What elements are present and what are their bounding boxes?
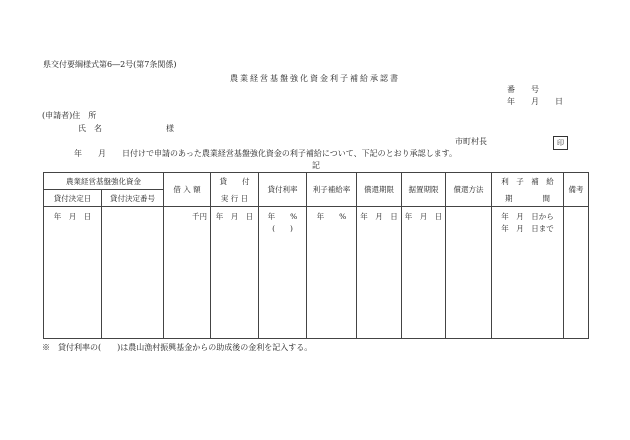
col-decision-date: 貸付決定日 — [44, 190, 102, 207]
group-header: 農業経営基盤強化資金 — [44, 173, 164, 190]
col-loan-exec — [211, 173, 259, 207]
cell-period-from: 年 月 日から — [501, 212, 554, 221]
col-loan-exec-top: 貸 付 — [219, 176, 250, 186]
ki-heading: 記 — [312, 161, 320, 170]
cell-remarks — [564, 207, 589, 339]
cell-subsidy-rate: 年 % — [307, 207, 357, 339]
cell-repay-term: 年 月 日 — [357, 207, 402, 339]
footnote: ※ 貸付利率の( )は農山漁村振興基金からの助成後の金利を記入する。 — [42, 343, 313, 352]
cell-rate-paren: ( ) — [272, 224, 293, 233]
number-label: 番 号 — [507, 85, 539, 94]
cell-subsidy-period — [492, 207, 564, 339]
col-grace-term: 据置期限 — [402, 173, 446, 207]
honorific: 様 — [166, 124, 174, 133]
document-title: 農業経営基盤強化資金利子補給承認書 — [230, 74, 400, 83]
cell-decision-number — [102, 207, 164, 339]
cell-decision-date: 年 月 日 — [44, 207, 102, 339]
applicant-address-label: (申請者)住 所 — [42, 111, 97, 120]
seal-mark: 印 — [553, 136, 568, 150]
col-decision-number: 貸付決定番号 — [102, 190, 164, 207]
cell-grace-term: 年 月 日 — [402, 207, 446, 339]
col-loan-amount: 借 入 額 — [164, 173, 211, 207]
col-repay-term: 償還期限 — [357, 173, 402, 207]
cell-loan-amount: 千円 — [164, 207, 211, 339]
issuer-label: 市町村長 — [455, 137, 487, 146]
applicant-name-label: 氏 名 — [78, 124, 102, 133]
form-number: 県交付要綱様式第6―2号(第7条関係) — [43, 60, 177, 69]
body-text: 年 月 日付けで申請のあった農業経営基盤強化資金の利子補給について、下記のとおり承認します。 — [74, 149, 457, 158]
cell-rate-value: 年 % — [267, 212, 298, 221]
cell-interest-rate — [259, 207, 307, 339]
col-repay-method: 償還方法 — [446, 173, 492, 207]
col-subsidy-period — [492, 173, 564, 207]
col-remarks: 備考 — [564, 173, 589, 207]
col-interest-rate: 貸付利率 — [259, 173, 307, 207]
col-subsidy-rate: 利子補給率 — [307, 173, 357, 207]
col-subsidy-period-top: 利 子 補 給 — [501, 176, 554, 186]
col-loan-exec-bottom: 実 行 日 — [220, 193, 249, 203]
approval-table — [43, 172, 589, 339]
cell-exec-date: 年 月 日 — [211, 207, 259, 339]
col-subsidy-period-bottom: 期 間 — [505, 193, 550, 203]
date-label: 年 月 日 — [507, 97, 563, 106]
cell-repay-method — [446, 207, 492, 339]
cell-period-to: 年 月 日まで — [501, 224, 554, 233]
